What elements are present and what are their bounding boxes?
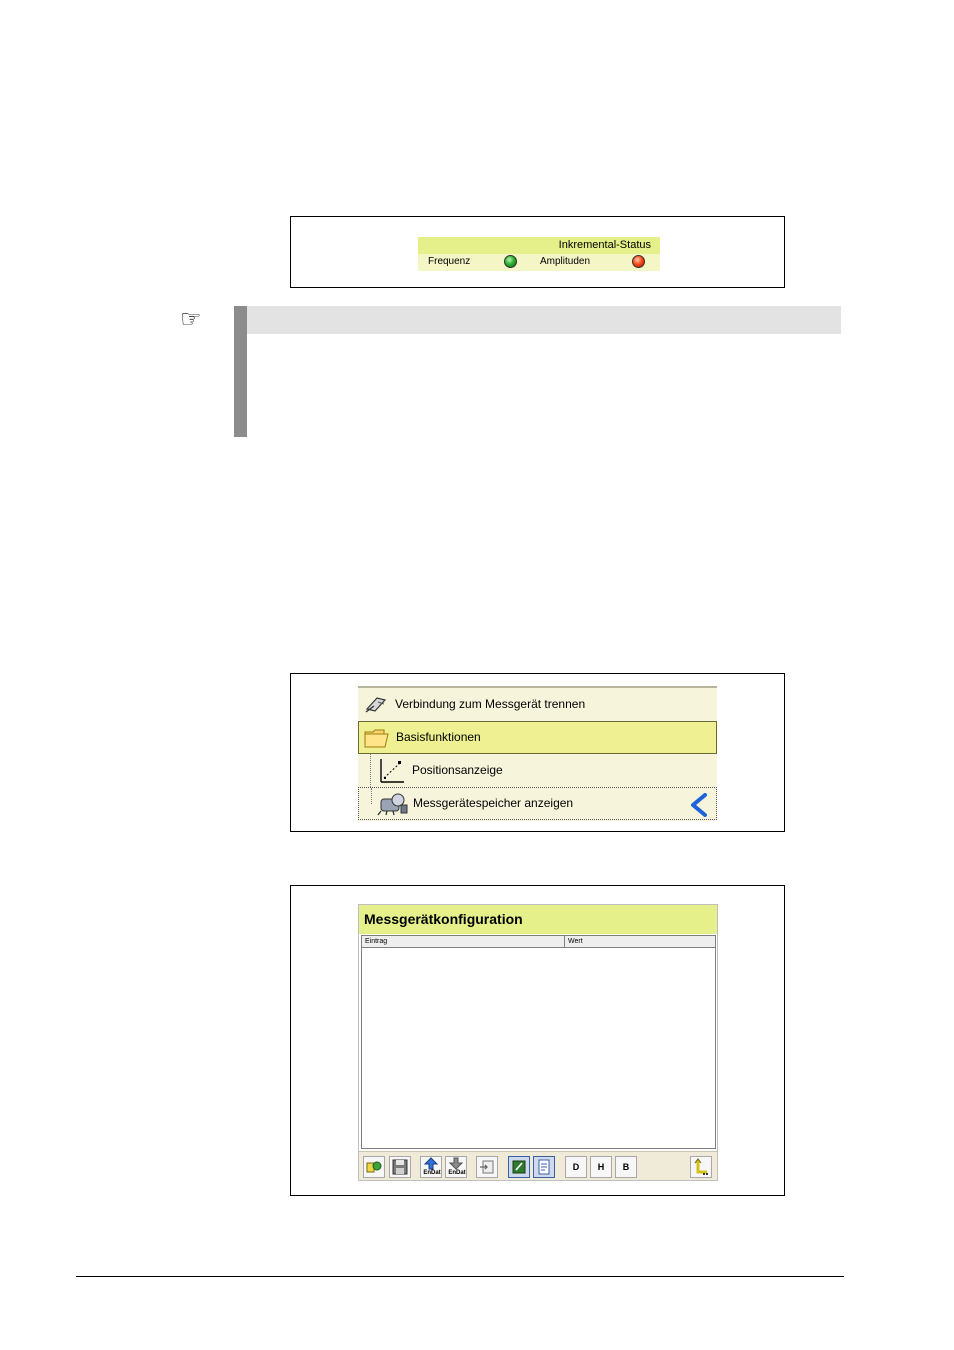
menu-item-basisfunktionen[interactable] bbox=[358, 721, 717, 754]
amplituden-status-led-icon bbox=[632, 255, 645, 268]
format-h-button[interactable]: H bbox=[590, 1156, 612, 1178]
note-side-bar bbox=[234, 306, 247, 437]
open-icon bbox=[364, 1157, 384, 1177]
disconnect-icon bbox=[364, 694, 388, 717]
exit-button[interactable] bbox=[690, 1156, 712, 1178]
menu-figure bbox=[290, 673, 785, 832]
note-header bbox=[247, 306, 841, 334]
edit-button[interactable] bbox=[508, 1156, 530, 1178]
folder-icon bbox=[364, 727, 390, 752]
function-menu bbox=[358, 686, 717, 821]
document-icon bbox=[534, 1157, 554, 1177]
menu-item-label: Verbindung zum Messgerät trennen bbox=[395, 697, 586, 711]
download-endat-label: EnDat bbox=[448, 1170, 466, 1176]
format-b-button[interactable]: B bbox=[615, 1156, 637, 1178]
open-button[interactable] bbox=[363, 1156, 385, 1178]
exit-icon bbox=[691, 1157, 711, 1177]
inkremental-status-panel bbox=[418, 237, 660, 271]
upload-endat-button[interactable] bbox=[420, 1156, 442, 1178]
messgeraetkonfiguration-figure bbox=[290, 885, 785, 1196]
pointing-hand-icon: ☞ bbox=[180, 305, 202, 333]
config-toolbar bbox=[359, 1151, 717, 1180]
upload-endat-label: EnDat bbox=[423, 1170, 441, 1176]
chevron-left-icon[interactable] bbox=[689, 793, 709, 820]
format-d-button[interactable]: D bbox=[565, 1156, 587, 1178]
edit-icon bbox=[509, 1157, 529, 1177]
download-endat-button[interactable] bbox=[445, 1156, 467, 1178]
menu-item-label: Positionsanzeige bbox=[412, 763, 503, 777]
menu-item-positionsanzeige[interactable] bbox=[358, 754, 717, 787]
document-button[interactable] bbox=[533, 1156, 555, 1178]
amplituden-label: Amplituden bbox=[540, 256, 591, 267]
config-table[interactable] bbox=[361, 935, 716, 1149]
column-header-eintrag[interactable]: Eintrag bbox=[362, 936, 565, 947]
messgeraetkonfiguration-window bbox=[358, 904, 718, 1181]
footer-rule bbox=[76, 1276, 844, 1277]
menu-item-label: Messgerätespeicher anzeigen bbox=[413, 796, 574, 810]
save-button[interactable] bbox=[389, 1156, 411, 1178]
menu-item-messgeraetespeicher[interactable] bbox=[358, 787, 717, 820]
import-button[interactable] bbox=[476, 1156, 498, 1178]
inkremental-status-title: Inkremental-Status bbox=[418, 237, 660, 254]
menu-item-disconnect[interactable] bbox=[358, 688, 717, 721]
position-chart-icon bbox=[378, 757, 406, 788]
frequenz-status-led-icon bbox=[504, 255, 517, 268]
config-title: Messgerätkonfiguration bbox=[359, 905, 717, 934]
column-header-wert[interactable]: Wert bbox=[568, 938, 583, 945]
config-table-header bbox=[362, 936, 715, 948]
save-icon bbox=[390, 1157, 410, 1177]
import-icon bbox=[477, 1157, 497, 1177]
encoder-memory-icon bbox=[377, 791, 409, 820]
inkremental-status-figure bbox=[290, 216, 785, 288]
menu-item-label: Basisfunktionen bbox=[396, 730, 481, 744]
frequenz-label: Frequenz bbox=[428, 256, 471, 267]
